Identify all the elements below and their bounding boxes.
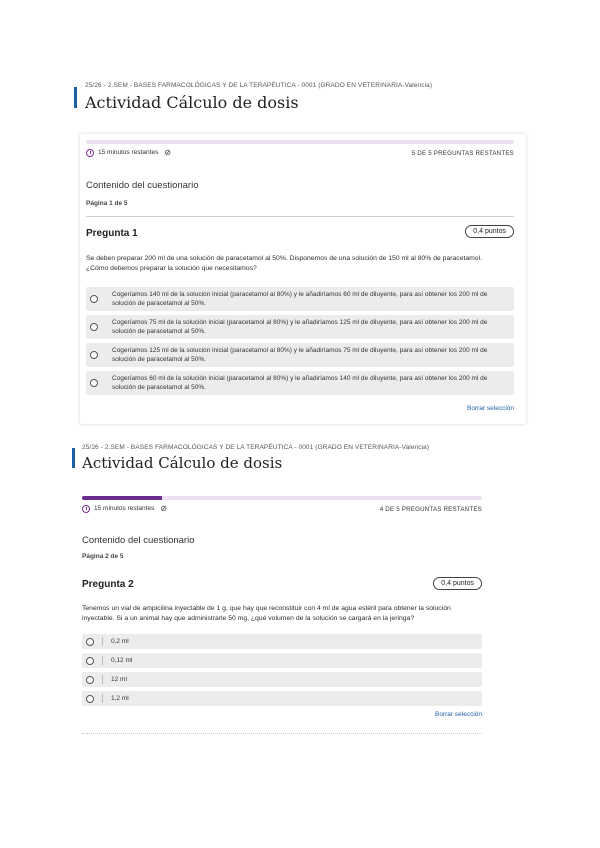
divider [86,216,514,217]
radio-icon[interactable] [86,695,94,703]
answer-option[interactable] [86,343,514,367]
radio-icon[interactable] [90,351,98,359]
option-text: 1,2 ml [111,695,129,702]
eye-off-icon[interactable]: ⊘ [160,504,168,513]
answer-option[interactable] [86,287,514,311]
option-text: 12 ml [111,676,127,683]
option-text: 0,12 ml [111,657,133,664]
clear-selection-link[interactable]: Borrar selección [467,405,514,412]
questions-remaining: 4 DE 5 PREGUNTAS RESTANTES [379,506,482,513]
option-text: Cogeríamos 60 ml de la solución inicial (paracetamol al 80%) y le añadiríamos 140 ml de diluyente, para así obtener los 200 ml de solución de paracetamol al 50%. [112,375,488,391]
option-separator [102,637,103,646]
option-text: Cogeríamos 140 ml de la solución inicial (paracetamol al 80%) y le añadiríamos 60 ml de diluyente, para así obtener los 200 ml de solución de paracetamol al 50%. [112,291,488,307]
answer-option[interactable] [82,672,482,687]
question-text: Se deben preparar 200 ml de una solución de paracetamol al 50%. Disponemos de una solución de 150 ml al 80% de paracetamol. ¿Cómo debemos preparar la solución que necesitamos? [86,255,482,272]
page-title: Actividad Cálculo de dosis [82,454,283,472]
timer-text: 15 minutos restantes [94,505,155,512]
radio-icon[interactable] [86,657,94,665]
radio-icon[interactable] [90,295,98,303]
clock-icon [82,505,90,513]
section-title: Contenido del cuestionario [86,180,199,191]
progress-bar [82,496,482,500]
eye-off-icon[interactable]: ⊘ [164,148,172,157]
radio-icon[interactable] [86,638,94,646]
radio-icon[interactable] [90,379,98,387]
section-title: Contenido del cuestionario [82,535,195,546]
timer [86,148,171,157]
course-breadcrumb[interactable]: 25/26 - 2.SEM - BASES FARMACOLÓGICAS Y DE LA TERAPÉUTICA - 0001 (GRADO EN VETERINARIA-Valencia) [82,444,430,451]
bottom-separator [82,733,482,734]
answer-option[interactable] [82,653,482,668]
question-title: Pregunta 1 [86,228,138,239]
question-text: Tenemos un vial de ampicilina inyectable de 1 g, que hay que reconstituir con 4 ml de agua estéril para obtener la solución inyectable. Si a un animal hay que administrarle 50 mg, ¿qué volumen de la solución se cargará en la jeringa? [82,605,451,622]
clock-icon [86,149,94,157]
progress-bar [86,140,514,144]
option-text: Cogeríamos 75 ml de la solución inicial (paracetamol al 80%) y le añadiríamos 125 ml de diluyente, para así obtener los 200 ml de solución de paracetamol al 50%. [112,319,488,335]
question-title: Pregunta 2 [82,579,134,590]
clear-selection-link[interactable]: Borrar selección [435,711,482,718]
page-label: Página 1 de 5 [86,200,128,207]
option-separator [102,675,103,684]
radio-icon[interactable] [90,323,98,331]
title-accent-bar [74,87,77,108]
option-separator [102,694,103,703]
answer-option[interactable] [82,634,482,649]
answer-option[interactable] [82,691,482,706]
radio-icon[interactable] [86,676,94,684]
title-accent-bar [72,448,75,468]
option-separator [102,656,103,665]
page-label: Página 2 de 5 [82,553,124,560]
page-title: Actividad Cálculo de dosis [85,93,299,112]
option-text: 0,2 ml [111,638,129,645]
answer-option[interactable] [86,371,514,395]
questions-remaining: 5 DE 5 PREGUNTAS RESTANTES [411,150,514,157]
course-breadcrumb[interactable]: 25/26 - 2.SEM - BASES FARMACOLÓGICAS Y DE LA TERAPÉUTICA - 0001 (GRADO EN VETERINARIA-Valencia) [85,82,433,89]
timer [82,504,167,513]
points-badge: 0,4 puntos [465,225,514,238]
answer-option[interactable] [86,315,514,339]
progress-fill [82,496,162,500]
timer-text: 15 minutos restantes [98,149,159,156]
points-badge: 0,4 puntos [433,577,482,590]
option-text: Cogeríamos 125 ml de la solución inicial (paracetamol al 80%) y le añadiríamos 75 ml de diluyente, para así obtener los 200 ml de solución de paracetamol al 50%. [112,347,488,363]
